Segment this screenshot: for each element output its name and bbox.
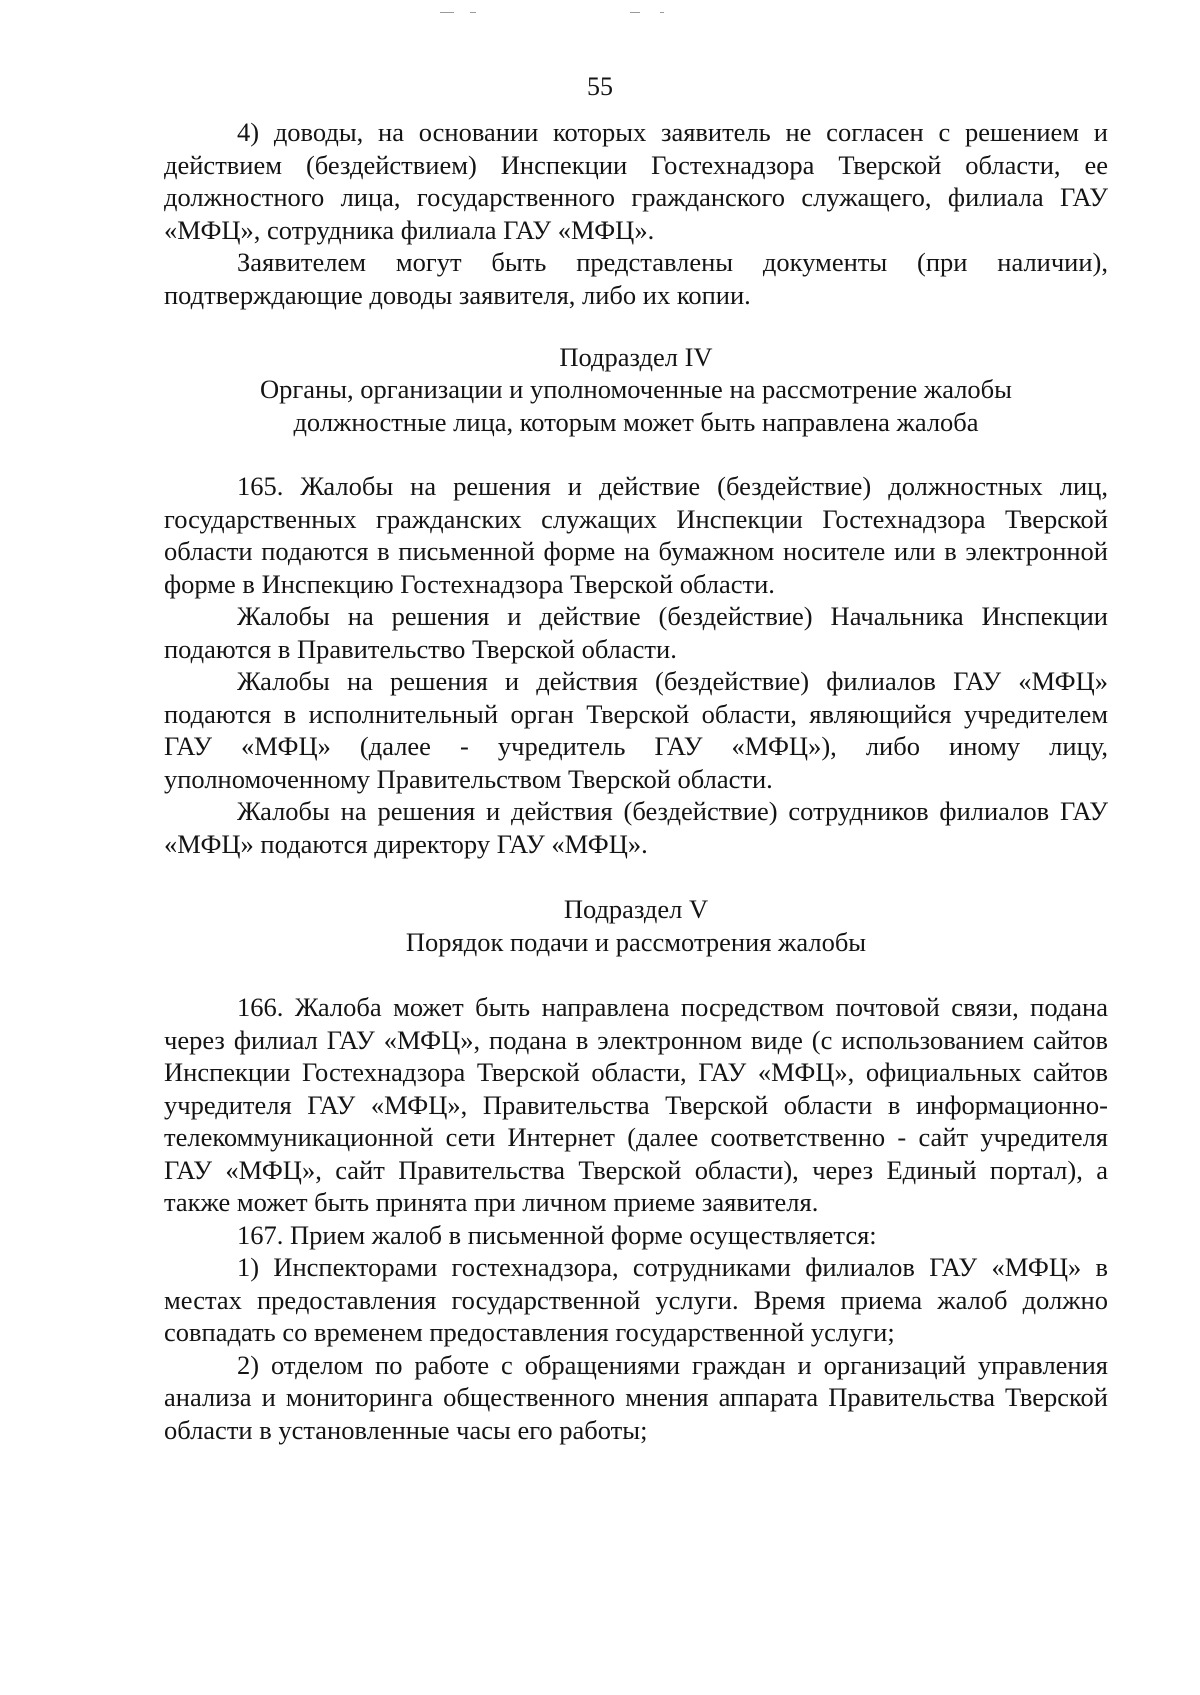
scan-speck: [660, 12, 664, 13]
paragraph-documents: Заявителем могут быть представлены документы (при наличии), подтверждающие доводы заявителя, либо их копии.: [164, 247, 1108, 310]
section-v-title-line1: Порядок подачи и рассмотрения жалобы: [405, 927, 867, 957]
block-complaint-bodies: [164, 470, 1108, 860]
scan-speck: [470, 12, 476, 13]
paragraph-head-complaints: Жалобы на решения и действие (бездействие) Начальника Инспекции подаются в Правительство Тверской области.: [164, 601, 1108, 664]
scan-speck: [630, 12, 640, 13]
page-number: 55: [587, 72, 613, 101]
paragraph-167-item-1: 1) Инспекторами гостехнадзора, сотрудниками филиалов ГАУ «МФЦ» в местах предоставления государственной услуги. Время приема жалоб должно совпадать со временем предоставления государственной услуги;: [164, 1252, 1108, 1347]
block-appeal-content: [164, 116, 1108, 311]
section-iv-title-line1: Органы, организации и уполномоченные на рассмотрение жалобы: [260, 374, 1012, 404]
paragraph-mfc-branch-complaints: Жалобы на решения и действия (бездействие) филиалов ГАУ «МФЦ» подаются в исполнительный орган Тверской области, являющийся учредителем ГАУ «МФЦ» (далее - учредитель ГАУ «МФЦ»), либо иному лицу, уполномоченному Правительством Тверской области.: [164, 666, 1108, 794]
section-iv-heading: Подраздел IV: [559, 342, 713, 372]
paragraph-167-item-2: 2) отделом по работе с обращениями граждан и организаций управления анализа и мониторинга общественного мнения аппарата Правительства Тверской области в установленные часы его работы;: [164, 1349, 1108, 1445]
paragraph-167: 167. Прием жалоб в письменной форме осуществляется:: [237, 1219, 877, 1250]
paragraph-165: 165. Жалобы на решения и действие (бездействие) должностных лиц, государственных гражданских служащих Инспекции Гостехнадзора Тверской области подаются в письменной форме на бумажном носителе или в электронной форме в Инспекцию Гостехнадзора Тверской области.: [164, 471, 1108, 599]
paragraph-166: 166. Жалоба может быть направлена посредством почтовой связи, подана через филиал ГАУ «МФЦ», подана в электронном виде (с использованием сайтов Инспекции Гостехнадзора Тверской области, ГАУ «МФЦ», официальных сайтов учредителя ГАУ «МФЦ», Правительства Тверской области в информационно-телекоммуникационной сети Интернет (далее соответственно - сайт учредителя ГАУ «МФЦ», сайт Правительства Тверской области), через Единый портал), а также может быть принята при личном приеме заявителя.: [164, 992, 1108, 1217]
section-iv-title-line2: должностные лица, которым может быть направлена жалоба: [293, 407, 979, 437]
paragraph-mfc-staff-complaints: Жалобы на решения и действия (бездействие) сотрудников филиалов ГАУ «МФЦ» подаются директору ГАУ «МФЦ».: [164, 796, 1108, 859]
block-complaint-procedure: [164, 991, 1108, 1446]
section-v-heading: Подраздел V: [563, 894, 709, 924]
scan-speck: [440, 12, 454, 13]
paragraph-arguments: 4) доводы, на основании которых заявитель не согласен с решением и действием (бездействием) Инспекции Гостехнадзора Тверской области, ее должностного лица, государственного гражданского служащего, филиала ГАУ «МФЦ», сотрудника филиала ГАУ «МФЦ».: [164, 117, 1108, 245]
